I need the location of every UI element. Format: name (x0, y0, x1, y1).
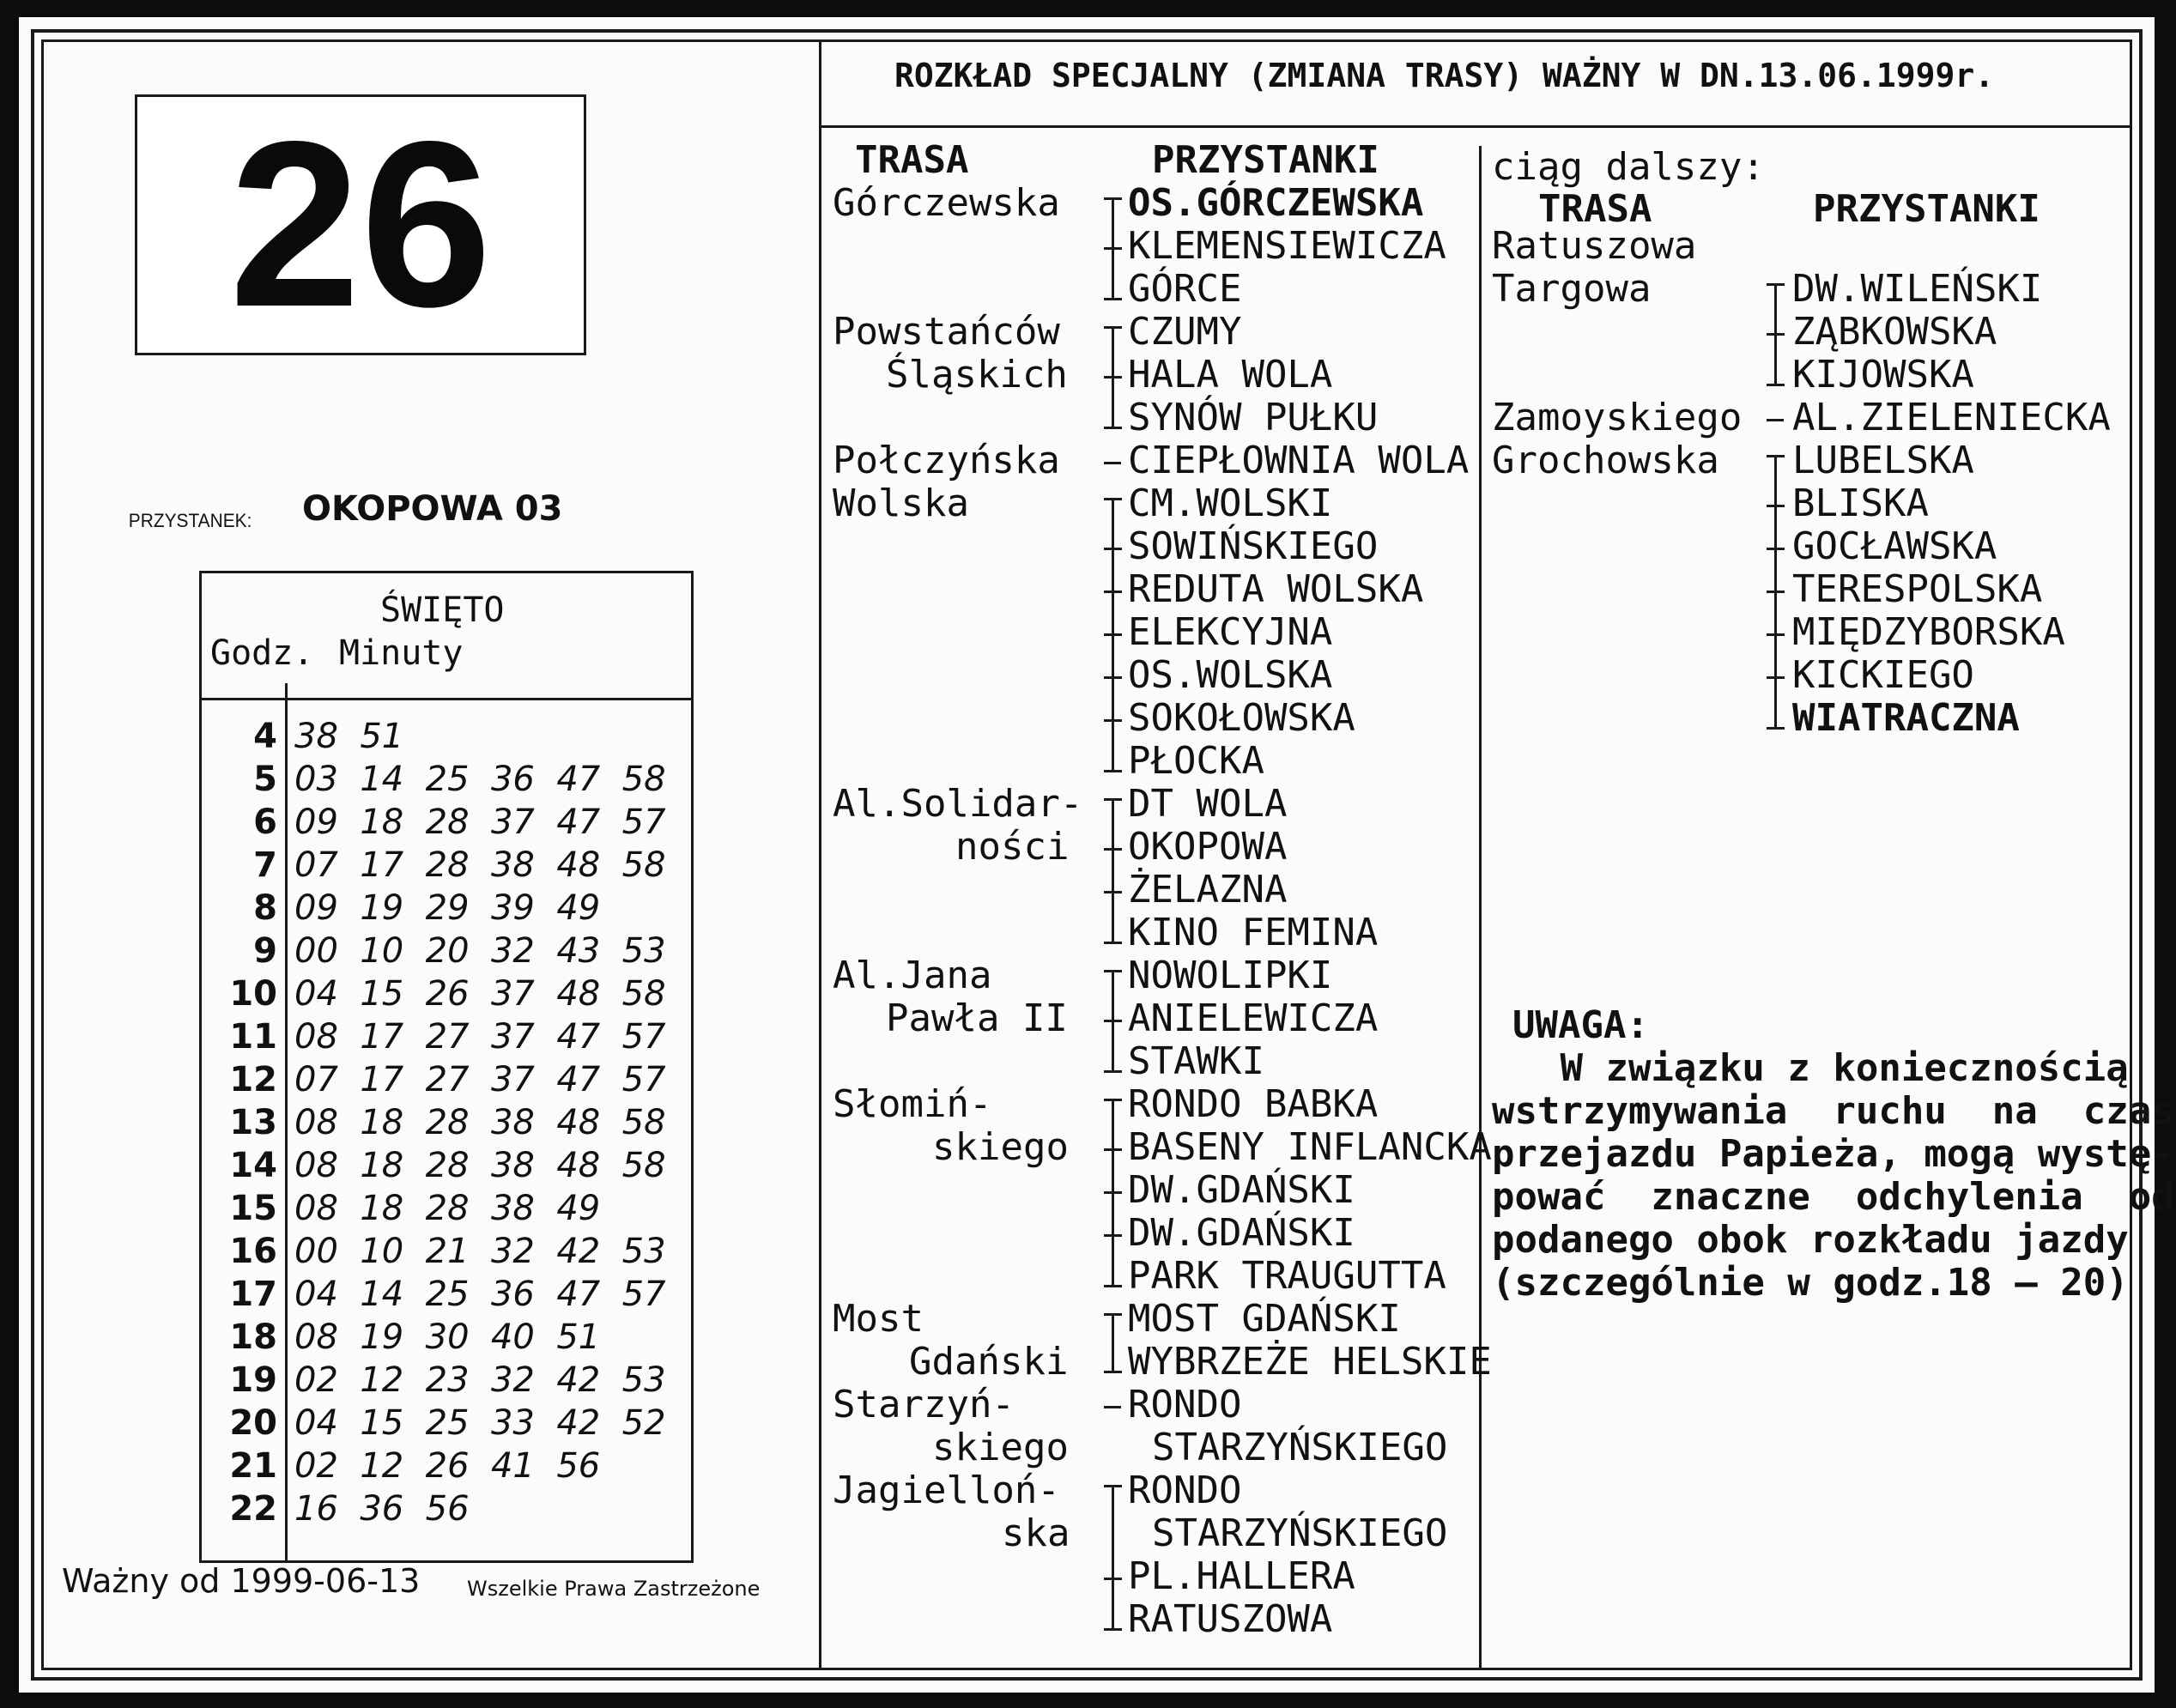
notice-line: wstrzymywania ruchu na czas (1492, 1089, 2174, 1133)
notice-line: przejazdu Papieża, mogą wystę- (1492, 1132, 2174, 1176)
timetable-minutes: 09 18 28 37 47 57 (294, 803, 666, 842)
bracket-cap (1104, 197, 1122, 200)
route-street: ska (1002, 1511, 1070, 1555)
timetable-hour: 17 (229, 1275, 277, 1314)
route-stop: REDUTA WOLSKA (1128, 567, 1424, 611)
notice-title: UWAGA: (1512, 1003, 1649, 1047)
route-stop: OS.WOLSKA (1128, 653, 1333, 697)
route-street: Pawła II (886, 996, 1068, 1040)
stop-name: OKOPOWA 03 (302, 489, 563, 529)
timetable-header-rule (202, 698, 691, 700)
timetable-hour: 8 (253, 888, 277, 928)
rights-notice: Wszelkie Prawa Zastrzeżone (467, 1577, 761, 1601)
notice-line: W związku z koniecznością (1492, 1046, 2129, 1090)
notice-line: podanego obok rozkładu jazdy (1492, 1218, 2129, 1262)
bracket-tick (1104, 719, 1122, 722)
timetable-sheet (19, 17, 2174, 1693)
route-connector-bracket (1104, 970, 1122, 1073)
timetable-hour: 4 (253, 717, 277, 756)
timetable-hour: 20 (229, 1403, 277, 1443)
minutes-header: Minuty (339, 633, 464, 673)
route-connector-bracket (1104, 1313, 1122, 1373)
route-street: Al.Solidar- (833, 782, 1083, 826)
bracket-stem (1112, 1485, 1114, 1631)
timetable-minutes: 07 17 27 37 47 57 (294, 1060, 666, 1099)
timetable-minutes: 07 17 28 38 48 58 (294, 845, 666, 885)
timetable-hour: 14 (229, 1146, 277, 1185)
bracket-tick (1767, 333, 1785, 336)
route-street: Most (833, 1297, 924, 1341)
bracket-cap (1104, 770, 1122, 772)
timetable-box (199, 571, 694, 1563)
timetable-minutes: 08 18 28 38 49 (294, 1189, 601, 1228)
bracket-tick (1767, 548, 1785, 550)
left-panel-divider (819, 39, 821, 1670)
route-stop: WIATRACZNA (1792, 696, 2020, 740)
timetable-minutes: 08 17 27 37 47 57 (294, 1017, 666, 1057)
route-connector-bracket (1104, 498, 1122, 772)
route2-trasa-label: TRASA (1538, 187, 1652, 231)
route-stop: OS.GÓRCZEWSKA (1128, 181, 1424, 225)
bracket-tick (1767, 591, 1785, 593)
timetable-hour: 5 (253, 760, 277, 799)
bracket-cap (1767, 384, 1785, 386)
bracket-tick (1104, 848, 1122, 851)
route-stop: OKOPOWA (1128, 825, 1288, 869)
bracket-stem (1112, 1313, 1114, 1373)
stop-label: PRZYSTANEK: (128, 510, 252, 531)
route-street: Jagielloń- (833, 1469, 1060, 1512)
route-stop: AL.ZIELENIECKA (1792, 396, 2111, 439)
bracket-cap (1104, 942, 1122, 944)
timetable-minutes: 04 14 25 36 47 57 (294, 1275, 666, 1314)
route-connector-bracket (1104, 197, 1122, 300)
timetable-minutes: 03 14 25 36 47 58 (294, 760, 666, 799)
route-stop: HALA WOLA (1128, 353, 1333, 397)
timetable-hour: 16 (229, 1232, 277, 1271)
timetable-hour: 13 (229, 1103, 277, 1142)
bracket-cap (1104, 326, 1122, 329)
timetable-hour: 6 (253, 803, 277, 842)
timetable-minutes: 16 36 56 (294, 1489, 470, 1529)
bracket-cap (1104, 498, 1122, 500)
route-stop: RONDO (1128, 1383, 1242, 1426)
bracket-cap (1104, 427, 1122, 429)
route-connector-bracket (1104, 1485, 1122, 1631)
route-street: skiego (932, 1125, 1069, 1169)
timetable-minutes: 02 12 26 41 56 (294, 1446, 601, 1486)
day-type: ŚWIĘTO (380, 591, 505, 630)
timetable-hour: 15 (229, 1189, 277, 1228)
route1-stops-label: PRZYSTANKI (1152, 138, 1379, 182)
bracket-tick (1104, 676, 1122, 679)
timetable-hour: 21 (229, 1446, 277, 1486)
route-stop: LUBELSKA (1792, 439, 1974, 482)
timetable-hour: 19 (229, 1360, 277, 1400)
route2-stops-label: PRZYSTANKI (1813, 187, 2040, 231)
header-rule (821, 125, 2132, 128)
route-stop: CZUMY (1128, 310, 1242, 354)
route-stop: BASENY INFLANCKA (1128, 1125, 1492, 1169)
notice-line: pować znaczne odchylenia od (1492, 1175, 2174, 1219)
bracket-cap (1767, 283, 1785, 286)
route-stop: DW.WILEŃSKI (1792, 267, 2043, 311)
route-stop: STARZYŃSKIEGO (1152, 1511, 1448, 1555)
route-stop: ANIELEWICZA (1128, 996, 1379, 1040)
route-connector-bracket (1104, 1099, 1122, 1287)
schedule-title: ROZKŁAD SPECJALNY (ZMIANA TRASY) WAŻNY W DN.13.06.1999r. (894, 57, 1995, 94)
bracket-cap (1104, 1099, 1122, 1101)
route-connector-bracket (1767, 283, 1785, 386)
bracket-tick (1104, 247, 1122, 250)
route-street: Górczewska (833, 181, 1060, 225)
bracket-tick (1104, 1020, 1122, 1022)
route-stop: TERESPOLSKA (1792, 567, 2043, 611)
route-street: Al.Jana (833, 954, 992, 997)
route-stop: ŻELAZNA (1128, 868, 1288, 912)
bracket-cap (1104, 1313, 1122, 1316)
route-street: Słomiń- (833, 1082, 992, 1126)
route-stop: SOKOŁOWSKA (1128, 696, 1355, 740)
timetable-hour: 9 (253, 931, 277, 971)
timetable-hour: 12 (229, 1060, 277, 1099)
bracket-cap (1767, 455, 1785, 457)
route-stop: DT WOLA (1128, 782, 1288, 826)
bracket-tick (1104, 548, 1122, 550)
route-stop: BLISKA (1792, 482, 1929, 525)
bracket-tick (1104, 1234, 1122, 1237)
route-stop: PL.HALLERA (1128, 1554, 1355, 1598)
bracket-cap (1104, 298, 1122, 300)
route-street: Połczyńska (833, 439, 1060, 482)
bracket-tick (1767, 633, 1785, 636)
timetable-hour: 22 (229, 1489, 277, 1529)
route-connector-dash (1767, 419, 1784, 421)
bracket-tick (1104, 591, 1122, 593)
route-stop: PARK TRAUGUTTA (1128, 1254, 1446, 1298)
line-number: 26 (229, 93, 492, 356)
timetable-minutes: 00 10 20 32 43 53 (294, 931, 666, 971)
route-stop: KLEMENSIEWICZA (1128, 224, 1446, 268)
route-stop: PŁOCKA (1128, 739, 1264, 783)
route-stop: RATUSZOWA (1128, 1597, 1333, 1641)
bracket-tick (1104, 891, 1122, 893)
route-street: Śląskich (886, 353, 1068, 397)
bracket-tick (1767, 676, 1785, 679)
route-street: Grochowska (1492, 439, 1719, 482)
route-connector-dash (1104, 1406, 1121, 1408)
notice-line: (szczególnie w godz.18 – 20) (1492, 1261, 2129, 1305)
bracket-tick (1104, 1148, 1122, 1151)
route-street: Zamoyskiego (1492, 396, 1743, 439)
route-stop: ELEKCYJNA (1128, 610, 1333, 654)
timetable-minutes: 38 51 (294, 717, 404, 756)
route-stop: RONDO (1128, 1469, 1242, 1512)
route-stop: CM.WOLSKI (1128, 482, 1333, 525)
line-number-box (135, 94, 586, 355)
route-stop: MIĘDZYBORSKA (1792, 610, 2065, 654)
route-street: skiego (932, 1426, 1069, 1469)
route-street: Ratuszowa (1492, 224, 1697, 268)
route-stop: WYBRZEŻE HELSKIE (1128, 1340, 1492, 1384)
timetable-hour: 7 (253, 845, 277, 885)
route-street: Powstańców (833, 310, 1060, 354)
route-stop: STARZYŃSKIEGO (1152, 1426, 1448, 1469)
route-column-divider (1479, 146, 1482, 1670)
route-connector-bracket (1104, 326, 1122, 429)
bracket-cap (1104, 970, 1122, 972)
route-street: ności (955, 825, 1070, 869)
timetable-minutes: 04 15 26 37 48 58 (294, 974, 666, 1014)
timetable-hour: 11 (229, 1017, 277, 1057)
route-street: Wolska (833, 482, 969, 525)
bracket-cap (1104, 1628, 1122, 1631)
bracket-cap (1104, 1371, 1122, 1373)
valid-from: Ważny od 1999-06-13 (62, 1562, 421, 1600)
route-connector-bracket (1767, 455, 1785, 730)
route-stop: RONDO BABKA (1128, 1082, 1379, 1126)
route-stop: KIJOWSKA (1792, 353, 1974, 397)
route-stop: MOST GDAŃSKI (1128, 1297, 1401, 1341)
route-stop: ZĄBKOWSKA (1792, 310, 1997, 354)
route-stop: DW.GDAŃSKI (1128, 1168, 1355, 1212)
bracket-stem (1112, 798, 1114, 944)
timetable-minutes: 04 15 25 33 42 52 (294, 1403, 666, 1443)
route-street: Gdański (909, 1340, 1069, 1384)
bracket-tick (1104, 1191, 1122, 1194)
timetable-minutes: 00 10 21 32 42 53 (294, 1232, 666, 1271)
route-street: Targowa (1492, 267, 1652, 311)
bracket-cap (1104, 1285, 1122, 1287)
route1-trasa-label: TRASA (855, 138, 969, 182)
route-stop: SYNÓW PUŁKU (1128, 396, 1379, 439)
timetable-hour-divider (285, 683, 288, 1560)
bracket-cap (1104, 1070, 1122, 1073)
timetable-minutes: 08 18 28 38 48 58 (294, 1146, 666, 1185)
route-stop: SOWIŃSKIEGO (1128, 524, 1379, 568)
route-stop: KICKIEGO (1792, 653, 1974, 697)
timetable-hour: 10 (229, 974, 277, 1014)
route-stop: GÓRCE (1128, 267, 1242, 311)
bracket-cap (1104, 798, 1122, 801)
route-connector-dash (1104, 462, 1121, 464)
bracket-tick (1104, 1578, 1122, 1580)
route-stop: KINO FEMINA (1128, 911, 1379, 954)
route-stop: CIEPŁOWNIA WOLA (1128, 439, 1470, 482)
route-stop: GOCŁAWSKA (1792, 524, 1997, 568)
route-stop: STAWKI (1128, 1039, 1264, 1083)
route-stop: DW.GDAŃSKI (1128, 1211, 1355, 1255)
route-connector-bracket (1104, 798, 1122, 944)
bracket-tick (1104, 633, 1122, 636)
timetable-minutes: 02 12 23 32 42 53 (294, 1360, 666, 1400)
route-street: Starzyń- (833, 1383, 1015, 1426)
timetable-minutes: 08 19 30 40 51 (294, 1317, 601, 1357)
route2-continued-label: ciąg dalszy: (1492, 145, 1765, 189)
bracket-tick (1104, 376, 1122, 379)
timetable-minutes: 09 19 29 39 49 (294, 888, 601, 928)
bracket-cap (1767, 727, 1785, 730)
hours-header: Godz. (210, 633, 314, 673)
bracket-tick (1767, 505, 1785, 507)
bracket-cap (1104, 1485, 1122, 1487)
timetable-minutes: 08 18 28 38 48 58 (294, 1103, 666, 1142)
timetable-hour: 18 (229, 1317, 277, 1357)
route-stop: NOWOLIPKI (1128, 954, 1333, 997)
